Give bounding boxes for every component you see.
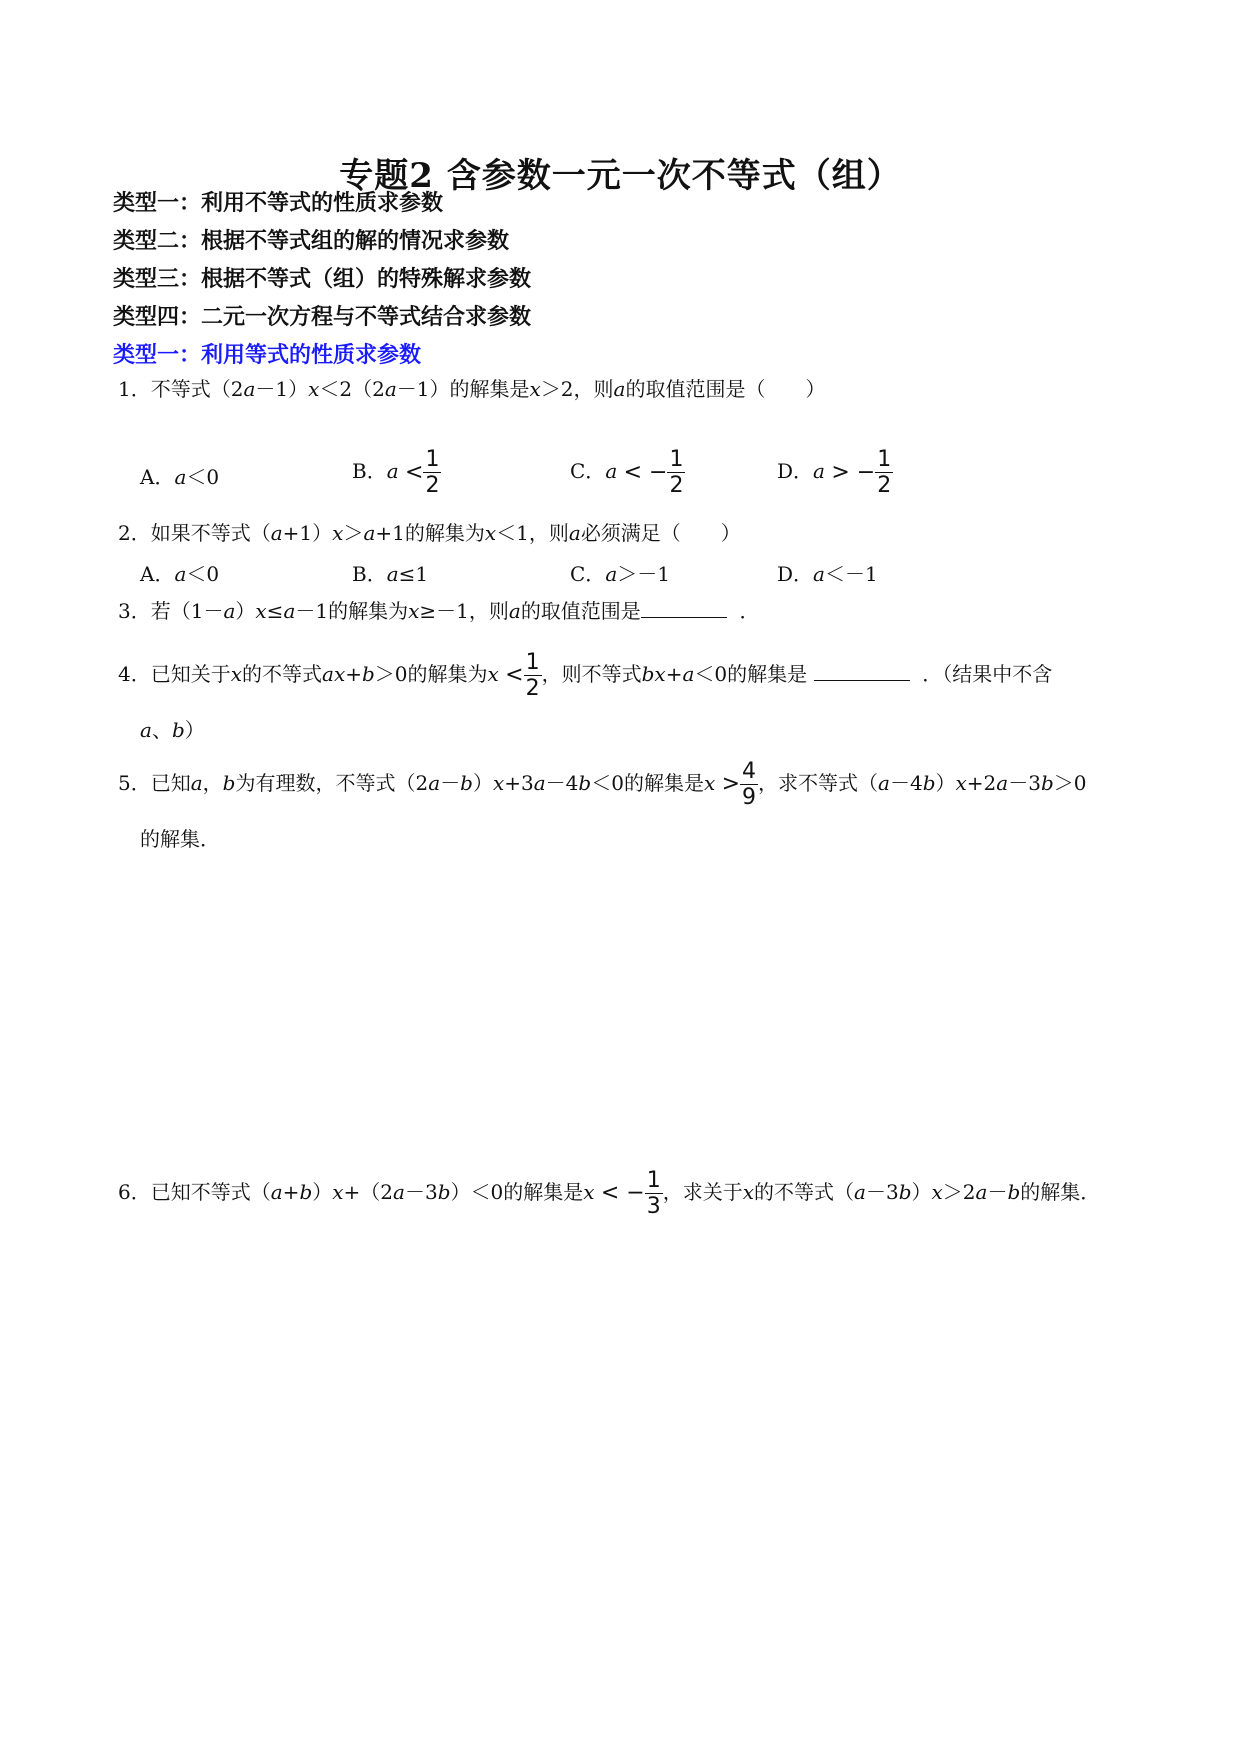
question-4-continued: a、b） [140,718,205,742]
q1-option-a: A．a＜0 [140,465,220,489]
q1-option-d: D．a > − $\frac{1}{2}$ [777,447,892,498]
answer-blank[interactable] [814,680,910,681]
question-2: 2．如果不等式（a+1）x＞a+1的解集为x＜1，则a必须满足（ ） [118,521,741,545]
q2-option-c: C．a＞－1 [570,562,670,586]
page-title: 专题2 含参数一元一次不等式（组） [339,156,902,196]
question-1: 1．不等式（2a－1）x＜2（2a－1）的解集是x＞2，则a的取值范围是（ ） [118,377,826,401]
question-5-continued: 的解集． [140,827,220,851]
question-3: 3．若（1－a）x≤a－1的解集为x≥－1，则a的取值范围是 ． [118,599,760,623]
q2-option-b: B．a≤1 [352,562,429,586]
question-5: 5．已知a，b为有理数，不等式（2a－b）x+3a－4b＜0的解集是x > $\frac{4}{9}$ ，求不等式（a－4b）x+2a－3b＞0 [118,759,1087,810]
q1-option-c: C．a < − $\frac{1}{2}$ [570,447,684,498]
section-heading: 类型一：利用等式的性质求参数 [113,343,422,368]
q2-option-a: A．a＜0 [140,562,220,586]
type-list-item-1: 类型一：利用不等式的性质求参数 [113,191,444,216]
answer-blank[interactable] [641,617,727,618]
q2-option-d: D．a＜－1 [777,562,878,586]
q1-option-b: B．a < $\frac{1}{2}$ [352,447,440,498]
question-6: 6．已知不等式（a+b）x+（2a－3b）＜0的解集是x < − $\frac{1}{3}$ ，求关于x的不等式（a－3b）x＞2a－b的解集． [118,1168,1101,1219]
type-list-item-2: 类型二：根据不等式组的解的情况求参数 [113,229,510,254]
question-4: 4．已知关于x的不等式ax+b＞0的解集为x < $\frac{1}{2}$ ，则不等式bx+a＜0的解集是 ．（结果中不含 [118,650,1053,701]
type-list-item-3: 类型三：根据不等式（组）的特殊解求参数 [113,267,532,292]
type-list-item-4: 类型四：二元一次方程与不等式结合求参数 [113,305,532,330]
